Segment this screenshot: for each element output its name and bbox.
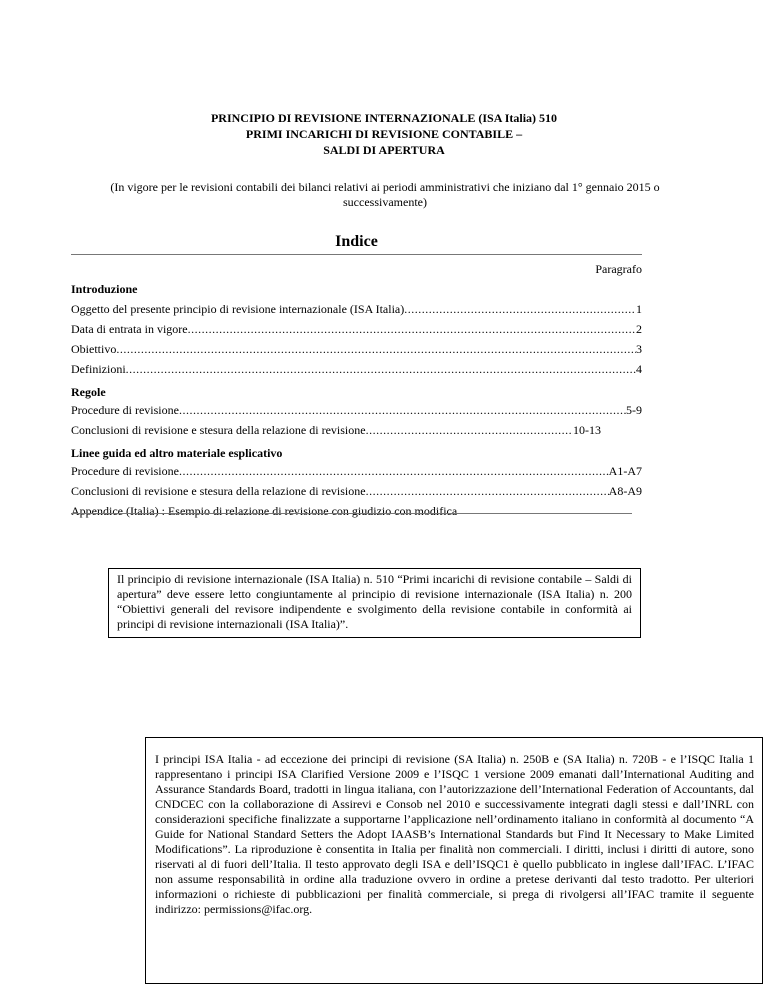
toc-leader [179, 403, 626, 418]
index-bottom-rule [71, 513, 632, 514]
toc-leader [126, 362, 636, 377]
toc-entry[interactable] [71, 484, 642, 499]
toc-entry-label: Definizioni [71, 362, 126, 376]
toc-entry-ref: 5-9 [626, 403, 642, 417]
index-heading: Indice [335, 233, 378, 250]
toc-appendix[interactable] [71, 504, 642, 519]
toc-entry-ref: 10-13 [573, 423, 601, 437]
paragraph-column-label: Paragrafo [595, 262, 642, 276]
toc-entry[interactable] [71, 342, 642, 357]
title-line-2: PRIMI INCARICHI DI REVISIONE CONTABILE – [245, 127, 523, 141]
toc-entry-label: Conclusioni di revisione e stesura della relazione di revisione [71, 484, 366, 498]
toc-entry-label: Oggetto del presente principio di revisione internazionale (ISA Italia) [71, 302, 405, 316]
toc-entry-label: Data di entrata in vigore [71, 322, 188, 336]
toc-section-title: Regole [71, 385, 106, 399]
toc-entry-ref: 4 [636, 362, 642, 376]
toc-leader [188, 322, 636, 337]
toc-entry-label: Procedure di revisione [71, 464, 179, 478]
toc-entry[interactable] [71, 362, 642, 377]
toc-section-title: Introduzione [71, 282, 138, 296]
toc-entry[interactable] [71, 403, 642, 418]
toc-entry-ref: 3 [636, 342, 642, 356]
toc-entry[interactable] [71, 464, 642, 479]
copyright-notice-box: I principi ISA Italia - ad eccezione dei principi di revisione (SA Italia) n. 250B e (SA Italia) n. 720B - e l’ISQC Italia 1 rappresentano i principi ISA Clarified Versione 2009 e l’ISQC 1 versione 2009 emanati dall’International Auditing and Assurance Standards Board, tradotti in lingua italiana, con l’autorizzazione dell’International Federation of Accountants, dal CNDCEC con la collaborazione di Assirevi e Consob nel 2010 e successivamente integrati dagli stessi e dall’INRL con considerazioni specifiche finalizzate a supportarne l’applicazione nell’ordinamento italiano in conformità al documento “A Guide for National Standard Setters the Adopt IAASB’s International Standards but Find It Necessary to Make Limited Modifications”. La riproduzione è consentita in Italia per finalità non commerciali. I diritti, inclusi i diritti di autore, sono riservati al di fuori dell’Italia. Il testo approvato degli ISA e dell’ISQC1 è quello pubblicato in inglese dall’IFAC. L’IFAC non assume responsabilità in ordine alla traduzione ovvero in ordine a pretese derivanti dal testo tradotto. Per ulteriori informazioni o richieste di pubblicazioni per finalità commerciale, si prega di rivolgersi all’IFAC tramite il seguente indirizzo: permissions@ifac.org. [145, 737, 763, 984]
toc-appendix-label: Appendice (Italia) : Esempio di relazione di revisione con giudizio con modifica [71, 504, 458, 518]
toc-leader [366, 484, 609, 499]
document-title [0, 110, 768, 158]
toc-entry-ref: A1-A7 [608, 464, 642, 478]
toc-entry[interactable] [71, 302, 642, 317]
toc-entry-label: Obiettivo [71, 342, 117, 356]
table-of-contents [71, 282, 642, 519]
toc-entry-label: Conclusioni di revisione e stesura della relazione di revisione [71, 423, 366, 437]
title-line-3: SALDI DI APERTURA [323, 143, 445, 157]
title-line-1: PRINCIPIO DI REVISIONE INTERNAZIONALE (ISA Italia) 510 [210, 111, 558, 125]
toc-leader [179, 464, 609, 479]
toc-entry-ref: 2 [636, 322, 642, 336]
index-heading-rule [71, 254, 642, 255]
effective-date-note: (In vigore per le revisioni contabili dei bilanci relativi ai periodi amministrativi che iniziano dal 1° gennaio 2015 o successivamente) [110, 180, 660, 209]
toc-entry[interactable] [71, 423, 601, 438]
toc-section-title: Linee guida ed altro materiale esplicativo [71, 446, 283, 460]
toc-entry-ref: 1 [636, 302, 642, 316]
toc-leader [116, 342, 636, 357]
toc-entry-label: Procedure di revisione [71, 403, 179, 417]
reading-note-box: Il principio di revisione internazionale (ISA Italia) n. 510 “Primi incarichi di revisione contabile – Saldi di apertura” deve essere letto congiuntamente al principio di revisione internazionale (ISA Italia) n. 200 “Obiettivi generali del revisore indipendente e svolgimento della revisione contabile in conformità ai principi di revisione internazionali (ISA Italia)”. [108, 568, 641, 638]
toc-entry[interactable] [71, 322, 642, 337]
toc-entry-ref: A8-A9 [608, 484, 642, 498]
toc-leader [404, 302, 636, 317]
toc-leader [366, 423, 573, 438]
